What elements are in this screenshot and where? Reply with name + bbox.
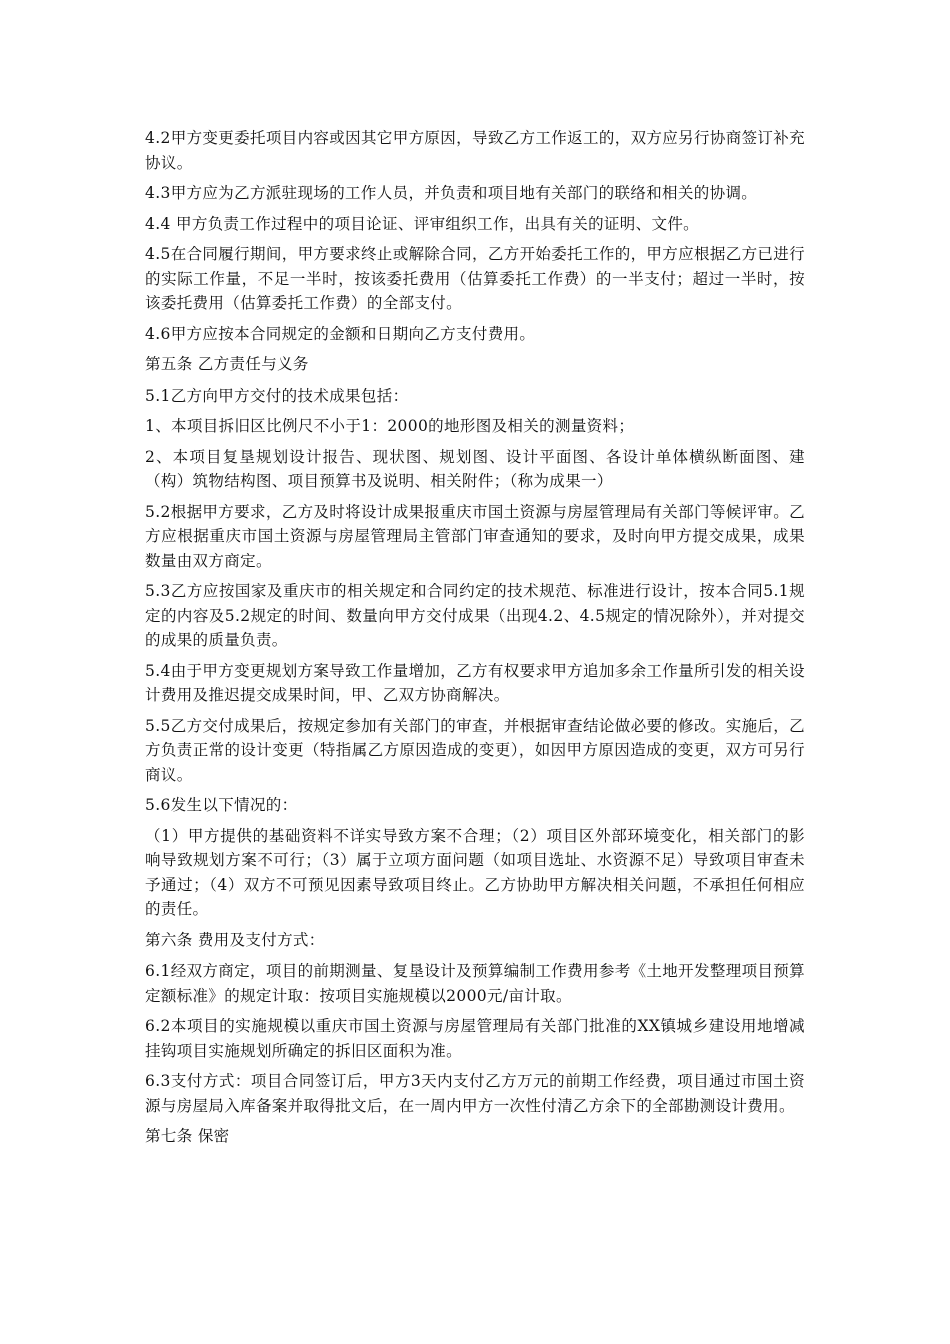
- clause-5-5: 5.5乙方交付成果后，按规定参加有关部门的审查，并根据审查结论做必要的修改。实施后，乙方负责正常的设计变更（特指属乙方原因造成的变更），如因甲方原因造成的变更，双方可另行商议。: [145, 716, 805, 784]
- clause-5-1-item-2: 2、本项目复垦规划设计报告、现状图、规划图、设计平面图、各设计单体横纵断面图、建（构）筑物结构图、项目预算书及说明、相关附件；（称为成果一）: [145, 447, 805, 490]
- clause-5-2: 5.2根据甲方要求，乙方及时将设计成果报重庆市国土资源与房屋管理局有关部门等候评审。乙方应根据重庆市国土资源与房屋管理局主管部门审查通知的要求，及时向甲方提交成果，成果数量由双方商定。: [145, 502, 805, 570]
- clause-4-6: 4.6甲方应按本合同规定的金额和日期向乙方支付费用。: [145, 324, 536, 343]
- clause-5-4: 5.4由于甲方变更规划方案导致工作量增加，乙方有权要求甲方追加多余工作量所引发的相关设计费用及推迟提交成果时间，甲、乙双方协商解决。: [145, 661, 805, 704]
- clause-4-4: 4.4 甲方负责工作过程中的项目论证、评审组织工作，出具有关的证明、文件。: [145, 214, 700, 233]
- clause-4-3: 4.3甲方应为乙方派驻现场的工作人员，并负责和项目地有关部门的联络和相关的协调。: [145, 184, 758, 202]
- article-5-heading: 第五条 乙方责任与义务: [145, 355, 309, 373]
- clause-4-2: 4.2甲方变更委托项目内容或因其它甲方原因，导致乙方工作返工的，双方应另行协商签订补充协议。: [145, 129, 805, 172]
- contract-page: [145, 126, 805, 1156]
- article-7-heading: 第七条 保密: [145, 1127, 230, 1145]
- clause-6-2: 6.2本项目的实施规模以重庆市国土资源与房屋管理局有关部门批准的XX镇城乡建设用地增减挂钩项目实施规划所确定的拆旧区面积为准。: [145, 1017, 805, 1060]
- clause-6-1: 6.1经双方商定，项目的前期测量、复垦设计及预算编制工作费用参考《土地开发整理项目预算定额标准》的规定计取：按项目实施规模以2000元/亩计取。: [145, 962, 805, 1005]
- clause-5-1-item-1: 1、本项目拆旧区比例尺不小于1：2000的地形图及相关的测量资料；: [145, 417, 635, 435]
- clause-5-3: 5.3乙方应按国家及重庆市的相关规定和合同约定的技术规范、标准进行设计，按本合同5.1规定的内容及5.2规定的时间、数量向甲方交付成果（出现4.2、4.5规定的情况除外），并对提交的成果的质量负责。: [145, 582, 805, 649]
- clause-6-3: 6.3支付方式：项目合同签订后，甲方3天内支付乙方万元的前期工作经费，项目通过市国土资源与房屋局入库备案并取得批文后，在一周内甲方一次性付清乙方余下的全部勘测设计费用。: [145, 1072, 805, 1115]
- clause-5-6: 5.6发生以下情况的：: [145, 796, 298, 814]
- article-6-heading: 第六条 费用及支付方式：: [145, 930, 325, 949]
- clause-5-1: 5.1乙方向甲方交付的技术成果包括：: [145, 386, 409, 405]
- clause-4-5: 4.5在合同履行期间，甲方要求终止或解除合同，乙方开始委托工作的，甲方应根据乙方已进行的实际工作量，不足一半时，按该委托费用（估算委托工作费）的一半支付；超过一半时，按该委托费用（估算委托工作费）的全部支付。: [145, 245, 805, 312]
- clause-5-6-conditions: （1）甲方提供的基础资料不详实导致方案不合理；（2）项目区外部环境变化，相关部门的影响导致规划方案不可行；（3）属于立项方面问题（如项目选址、水资源不足）导致项目审查未予通过；（4）双方不可预见因素导致项目终止。乙方协助甲方解决相关问题，不承担任何相应的责任。: [145, 826, 805, 918]
